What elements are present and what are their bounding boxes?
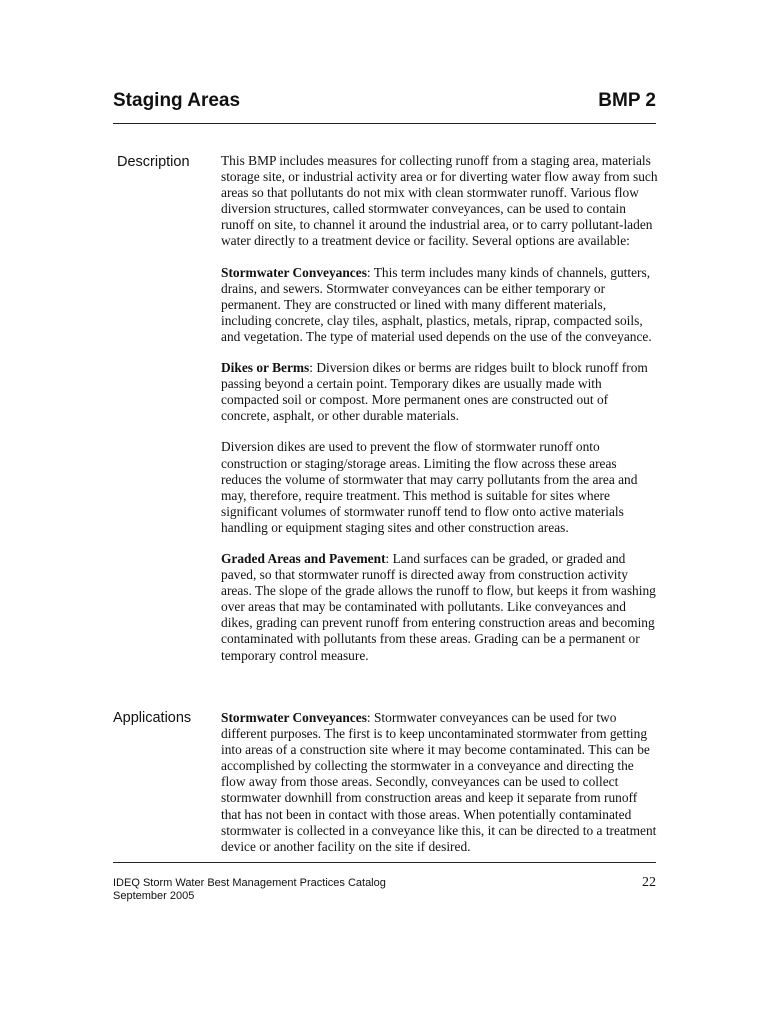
page-title: Staging Areas bbox=[113, 90, 241, 111]
conveyances-text: : This term includes many kinds of channels, gutters, drains, and sewers. Stormwater conveyances can be either temporary or permanent. They are constructed or lined with many different materials, including concrete, clay tiles, asphalt, plastics, metals, riprap, compacted soils, and vegetation. The type of material used depends on the use of the conveyance. bbox=[221, 264, 652, 344]
page-number: 22 bbox=[642, 875, 656, 890]
dikes-text: : Diversion dikes or berms are ridges built to block runoff from passing beyond a certain point. Temporary dikes are usually made with compacted soil or compost. More permanent ones are constructed out of concrete, asphalt, or other durable materials. bbox=[221, 360, 648, 424]
applications-conveyances-paragraph bbox=[221, 710, 659, 855]
applications-section bbox=[221, 710, 659, 870]
diversion-paragraph: Diversion dikes are used to prevent the flow of stormwater runoff onto construction or staging/storage areas. Limiting the flow across these areas reduces the volume of stormwater that may carry pollutants from the area and may, therefore, require treatment. This method is suitable for sites where significant volumes of stormwater runoff tend to flow onto active materials handling or equipment staging sites and other construction areas. bbox=[221, 439, 638, 535]
graded-text: : Land surfaces can be graded, or graded and paved, so that stormwater runoff is directed away from construction activity areas. The slope of the grade allows the runoff to flow, but keeps it from washing over areas that may be contaminated with pollutants. Like conveyances and dikes, grading can prevent runoff from entering construction areas and becoming contaminated with pollutants from these areas. Grading can be a permanent or temporary control measure. bbox=[221, 550, 656, 663]
description-intro: This BMP includes measures for collecting runoff from a staging area, materials storage site, or industrial activity area or for diverting water flow away from such areas so that pollutants do not mix with clean stormwater runoff. Various flow diversion structures, called stormwater conveyances, can be used to contain runoff on site, to channel it around the industrial area, or to carry pollutant-laden water directly to a treatment device or facility. Several options are available: bbox=[221, 153, 658, 249]
dikes-paragraph bbox=[221, 360, 659, 424]
graded-term: Graded Areas and Pavement bbox=[221, 550, 386, 566]
applications-conveyances-term: Stormwater Conveyances bbox=[221, 710, 367, 725]
conveyances-paragraph bbox=[221, 265, 659, 345]
graded-paragraph bbox=[221, 551, 659, 664]
footer-date: September 2005 bbox=[113, 890, 195, 902]
footer-catalog-title: IDEQ Storm Water Best Management Practices Catalog bbox=[113, 877, 386, 889]
footer-rule bbox=[113, 862, 656, 863]
page-header bbox=[113, 90, 656, 112]
conveyances-term: Stormwater Conveyances bbox=[221, 264, 367, 280]
description-section bbox=[221, 153, 659, 679]
header-rule bbox=[113, 123, 656, 124]
dikes-term: Dikes or Berms bbox=[221, 360, 310, 376]
applications-label: Applications bbox=[113, 710, 192, 726]
description-label: Description bbox=[117, 154, 190, 170]
applications-conveyances-text: : Stormwater conveyances can be used for two different purposes. The first is to keep uncontaminated stormwater from getting into areas of a construction site where it may become contaminated. This can be accomplished by collecting the stormwater in a conveyance and directing the flow away from those areas. Secondly, conveyances can be used to collect stormwater downhill from construction areas and keep it separate from runoff that has not been in contact with those areas. When potentially contaminated stormwater is collected in a conveyance like this, it can be directed to a treatment device or another facility on the site if desired. bbox=[221, 710, 657, 854]
bmp-code: BMP 2 bbox=[598, 90, 656, 111]
footer-info bbox=[113, 877, 386, 903]
